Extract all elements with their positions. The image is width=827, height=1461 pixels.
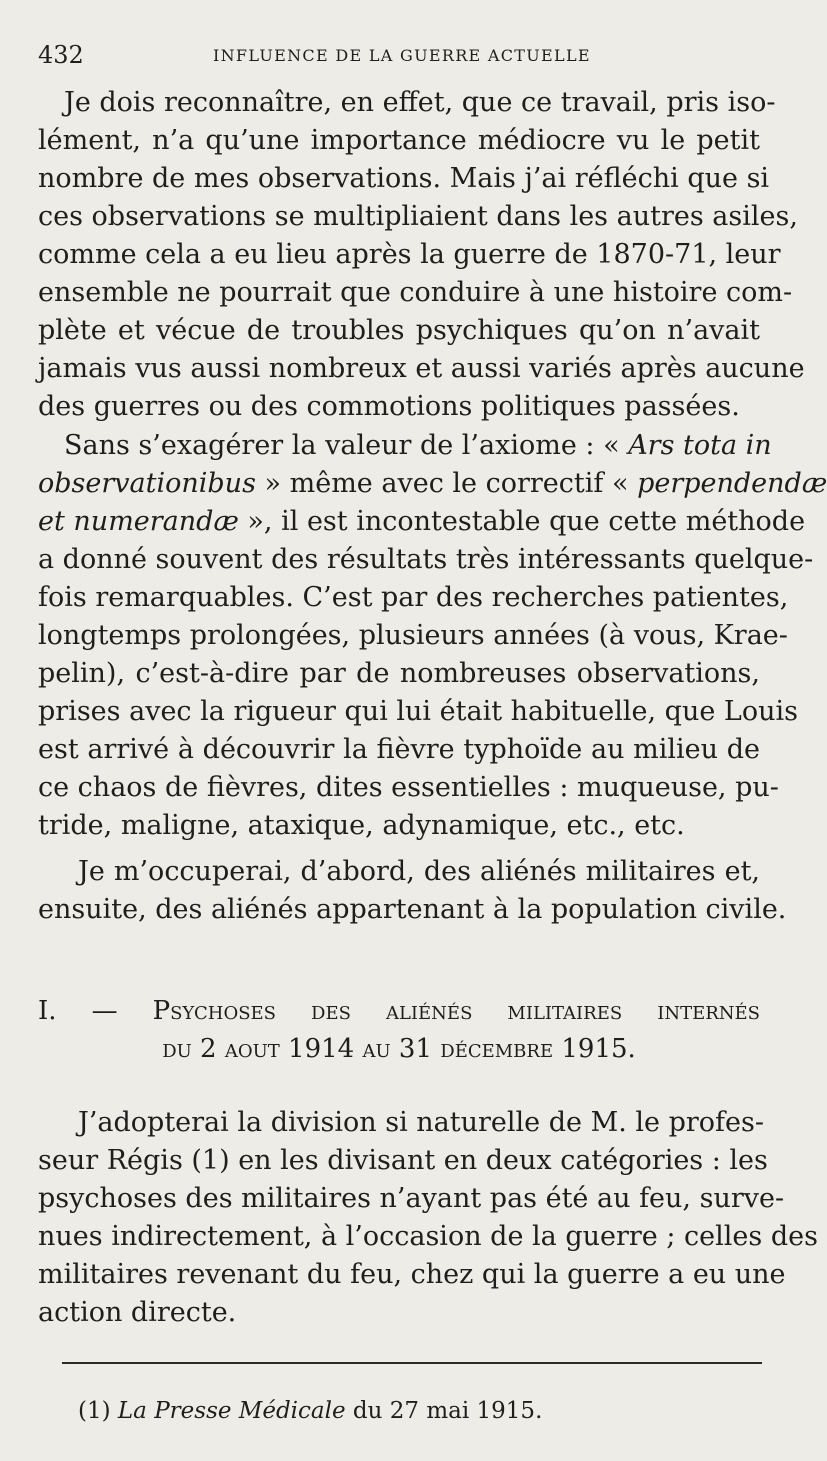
latin-quote: observationibus — [38, 468, 256, 499]
text-line: ce chaos de fièvres, dites essentielles : muqueuse, pu- — [38, 772, 779, 803]
footnote-marker: (1) — [78, 1398, 118, 1424]
footnote — [78, 1394, 542, 1428]
text-line: ensuite, des aliénés appartenant à la population civile. — [38, 894, 787, 925]
text-line: ensemble ne pourrait que conduire à une histoire com- — [38, 277, 793, 308]
footnote-text: du 27 mai 1915. — [345, 1398, 543, 1424]
section-heading-line: I. — Psychoses des aliénés militaires internés — [38, 996, 760, 1026]
text-line: lément, n’a qu’une importance médiocre vu le petit — [38, 125, 760, 156]
text-line: nues indirectement, à l’occasion de la guerre ; celles des — [38, 1221, 818, 1252]
latin-quote: et numerandæ — [38, 506, 239, 537]
text-line: nombre de mes observations. Mais j’ai réfléchi que si — [38, 163, 770, 194]
text-line: tride, maligne, ataxique, adynamique, etc., etc. — [38, 810, 685, 841]
text-line: des guerres ou des commotions politiques passées. — [38, 391, 740, 422]
text-line: plète et vécue de troubles psychiques qu’on n’avait — [38, 315, 760, 346]
text-line — [38, 503, 806, 541]
text-line: a donné souvent des résultats très intéressants quelque- — [38, 544, 814, 575]
text-run: Sans s’exagérer la valeur de l’axiome : « — [64, 430, 629, 461]
page-header — [38, 40, 758, 70]
text-line: prises avec la rigueur qui lui était habituelle, que Louis — [38, 696, 798, 727]
page-number: 432 — [38, 41, 84, 69]
text-line: est arrivé à découvrir la fièvre typhoïde au milieu de — [38, 734, 760, 765]
section-heading-line: du 2 aout 1914 au 31 décembre 1915. — [162, 1034, 636, 1064]
text-line: psychoses des militaires n’ayant pas été au feu, surve- — [38, 1183, 785, 1214]
footnote-divider — [62, 1362, 762, 1364]
text-line: Je m’occuperai, d’abord, des aliénés militaires et, — [78, 856, 760, 887]
text-line: action directe. — [38, 1297, 237, 1328]
text-run: », il est incontestable que cette méthode — [238, 506, 806, 537]
journal-title: La Presse Médicale — [117, 1398, 346, 1424]
text-line: seur Régis (1) en les divisant en deux catégories : les — [38, 1145, 768, 1176]
text-line: comme cela a eu lieu après la guerre de 1870-71, leur — [38, 239, 781, 270]
text-line: longtemps prolongées, plusieurs années (à vous, Krae- — [38, 620, 788, 651]
text-line: ces observations se multipliaient dans les autres asiles, — [38, 201, 798, 232]
text-line: J’adopterai la division si naturelle de M. le profes- — [78, 1107, 764, 1138]
text-run: » même avec le correctif « — [255, 468, 638, 499]
text-line: militaires revenant du feu, chez qui la guerre a eu une — [38, 1259, 786, 1290]
latin-quote: perpendendæ — [637, 468, 827, 499]
text-line: Je dois reconnaître, en effet, que ce travail, pris iso- — [64, 87, 776, 118]
latin-quote: Ars tota in — [628, 430, 772, 461]
text-line: jamais vus aussi nombreux et aussi variés après aucune — [38, 353, 805, 384]
text-line: fois remarquables. C’est par des recherches patientes, — [38, 582, 789, 613]
running-head: INFLUENCE DE LA GUERRE ACTUELLE — [213, 46, 591, 65]
text-line — [38, 427, 772, 465]
text-line: pelin), c’est-à-dire par de nombreuses observations, — [38, 658, 760, 689]
text-line — [38, 465, 827, 503]
